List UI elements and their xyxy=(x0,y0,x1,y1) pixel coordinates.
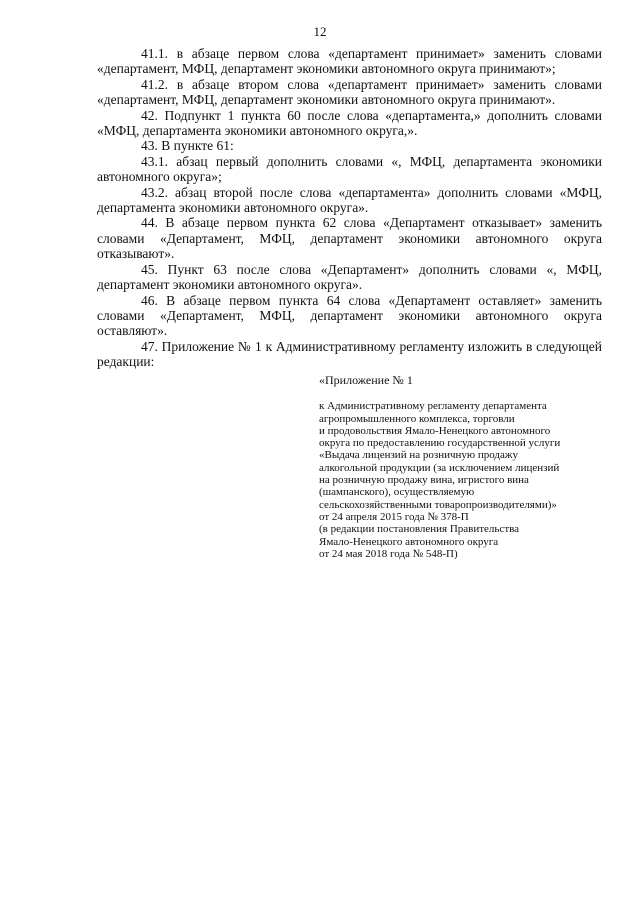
paragraph-41-2: 41.2. в абзаце втором слова «департамент принимает» заменить словами «департамент, МФЦ, департамент экономики автономного округа принимают». xyxy=(97,76,602,108)
paragraph-47: 47. Приложение № 1 к Административному регламенту изложить в следующей редакции: xyxy=(97,338,602,370)
paragraph-42: 42. Подпункт 1 пункта 60 после слова «департамента,» дополнить словами «МФЦ, департамента экономики автономного округа,». xyxy=(97,107,602,139)
appendix-line: агропромышленного комплекса, торговли xyxy=(319,412,515,425)
paragraph-46: 46. В абзаце первом пункта 64 слова «Департамент оставляет» заменить словами «Департамент, МФЦ, департамент экономики автономного округа оставляют». xyxy=(97,292,602,339)
appendix-line: (в редакции постановления Правительства xyxy=(319,523,520,536)
document-body xyxy=(97,46,602,370)
page-number: 12 xyxy=(313,24,327,39)
appendix-line: от 24 апреля 2015 года № 378-П xyxy=(319,510,469,523)
appendix-line: (шампанского), осуществляемую xyxy=(319,486,475,499)
appendix-heading-block xyxy=(319,374,604,560)
appendix-line: на розничную продажу вина, игристого вина xyxy=(319,474,529,487)
appendix-line: округа по предоставлению государственной услуги xyxy=(319,437,561,450)
paragraph-43-1: 43.1. абзац первый дополнить словами «, МФЦ, департамента экономики автономного округа»; xyxy=(97,153,602,185)
paragraph-45: 45. Пункт 63 после слова «Департамент» дополнить словами «, МФЦ, департамент экономики автономного округа». xyxy=(97,261,602,293)
paragraph-43-2: 43.2. абзац второй после слова «департамента» дополнить словами «МФЦ, департамента экономики автономного округа». xyxy=(97,184,602,216)
appendix-line: «Выдача лицензий на розничную продажу xyxy=(319,449,519,462)
appendix-line: к Административному регламенту департамента xyxy=(319,400,547,413)
appendix-title: «Приложение № 1 xyxy=(319,373,413,387)
paragraph-44: 44. В абзаце первом пункта 62 слова «Департамент отказывает» заменить словами «Департамент, МФЦ, департамент экономики автономного округа отказывают». xyxy=(97,215,602,262)
appendix-line: и продовольствия Ямало-Ненецкого автономного xyxy=(319,424,551,437)
appendix-line: сельскохозяйственными товаропроизводителями)» xyxy=(319,498,557,511)
appendix-line: Ямало-Ненецкого автономного округа xyxy=(319,535,499,548)
paragraph-43: 43. В пункте 61: xyxy=(141,138,234,154)
appendix-line: алкогольной продукции (за исключением лицензий xyxy=(319,461,560,474)
paragraph-41-1: 41.1. в абзаце первом слова «департамент принимает» заменить словами «департамент, МФЦ, департамент экономики автономного округа принимают»; xyxy=(97,46,602,77)
appendix-line: от 24 мая 2018 года № 548-П) xyxy=(319,547,458,560)
